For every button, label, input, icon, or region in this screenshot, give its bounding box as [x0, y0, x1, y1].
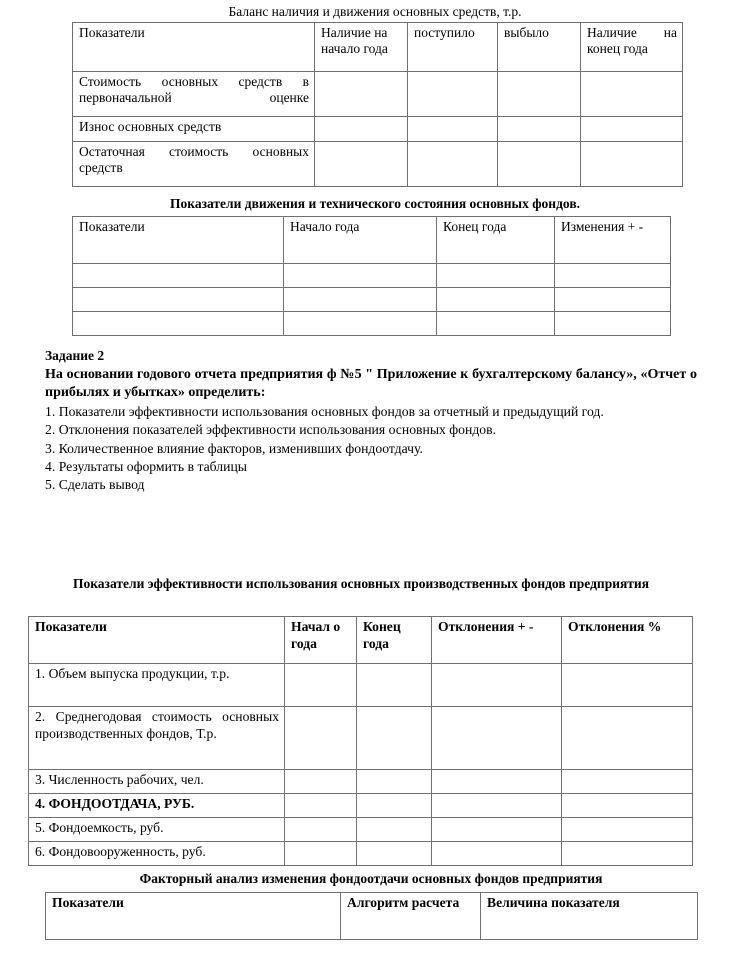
- row-label[interactable]: [73, 312, 284, 336]
- row-label-capital-productivity: 4. ФОНДООТДАЧА, РУБ.: [29, 794, 285, 818]
- cell-value[interactable]: [562, 770, 693, 794]
- task-item: 1. Показатели эффективности использования основных фондов за отчетный и предыдущий год.: [45, 404, 604, 420]
- table-3-title: [28, 576, 694, 592]
- cell-value[interactable]: [357, 664, 432, 707]
- table-row: [29, 842, 693, 866]
- task-item: 5. Сделать вывод: [45, 477, 145, 493]
- cell-value[interactable]: [581, 142, 683, 187]
- table-row: [29, 707, 693, 770]
- cell-value[interactable]: [432, 770, 562, 794]
- table-4-title-text: Факторный анализ изменения фондоотдачи основных фондов предприятия: [139, 871, 603, 886]
- header-cell-deviation-percent: Отклонения %: [562, 617, 693, 664]
- task-item: 2. Отклонения показателей эффективности использования основных фондов.: [45, 422, 497, 438]
- cell-value[interactable]: [357, 818, 432, 842]
- header-cell-end-of-year: Конец года: [437, 217, 555, 264]
- cell-value[interactable]: [555, 288, 671, 312]
- cell-value[interactable]: [285, 818, 357, 842]
- task-item: 3. Количественное влияние факторов, изменивших фондоотдачу.: [45, 440, 423, 456]
- table-row: [73, 264, 671, 288]
- table-header-row: [73, 217, 671, 264]
- cell-value[interactable]: [581, 117, 683, 142]
- movement-and-technical-condition-table: [72, 216, 671, 336]
- cell-value[interactable]: [432, 794, 562, 818]
- cell-value[interactable]: [432, 707, 562, 770]
- task-item-list: [45, 403, 697, 495]
- table-row: [29, 664, 693, 707]
- cell-value[interactable]: [498, 117, 581, 142]
- table-1-container: [72, 22, 683, 187]
- table-2-title: [0, 196, 750, 212]
- row-label-worker-count: 3. Численность рабочих, чел.: [29, 770, 285, 794]
- row-label-initial-cost: Стоимость основных средств в первоначальной оценке: [73, 72, 315, 117]
- cell-value[interactable]: [285, 842, 357, 866]
- table-2-container: [72, 216, 671, 336]
- header-cell-indicators: Показатели: [73, 217, 284, 264]
- cell-value[interactable]: [408, 72, 498, 117]
- balance-of-fixed-assets-table: [72, 22, 683, 187]
- cell-value[interactable]: [357, 770, 432, 794]
- cell-value[interactable]: [432, 664, 562, 707]
- cell-value[interactable]: [555, 312, 671, 336]
- table-3-title-text: Показатели эффективности использования основных производственных фондов предприятия: [72, 576, 650, 591]
- cell-value[interactable]: [284, 312, 437, 336]
- cell-value[interactable]: [437, 288, 555, 312]
- cell-value[interactable]: [432, 818, 562, 842]
- cell-value[interactable]: [285, 770, 357, 794]
- row-label-output-volume: 1. Объем выпуска продукции, т.р.: [29, 664, 285, 707]
- cell-value[interactable]: [432, 842, 562, 866]
- table-1-title: [0, 4, 750, 20]
- row-label-depreciation: Износ основных средств: [73, 117, 315, 142]
- cell-value[interactable]: [408, 142, 498, 187]
- table-header-row: [29, 617, 693, 664]
- table-row: [73, 312, 671, 336]
- cell-value[interactable]: [315, 142, 408, 187]
- table-row: [29, 770, 693, 794]
- cell-value[interactable]: [357, 707, 432, 770]
- cell-value[interactable]: [437, 264, 555, 288]
- header-cell-start-of-year: Наличие на начало года: [315, 23, 408, 72]
- cell-value[interactable]: [562, 707, 693, 770]
- cell-value[interactable]: [408, 117, 498, 142]
- cell-value[interactable]: [437, 312, 555, 336]
- header-cell-start-of-year: Начало года: [284, 217, 437, 264]
- cell-value[interactable]: [357, 842, 432, 866]
- cell-value[interactable]: [562, 842, 693, 866]
- table-2-title-text: Показатели движения и технического состояния основных фондов.: [170, 196, 580, 211]
- header-cell-changes: Изменения + -: [555, 217, 671, 264]
- cell-value[interactable]: [498, 142, 581, 187]
- row-label-capital-labor-ratio: 6. Фондовооруженность, руб.: [29, 842, 285, 866]
- table-4-container: [45, 892, 698, 940]
- factor-analysis-table: [45, 892, 698, 940]
- table-3-container: [28, 616, 693, 866]
- cell-value[interactable]: [284, 264, 437, 288]
- table-row: [73, 288, 671, 312]
- header-cell-indicators: Показатели: [29, 617, 285, 664]
- task-item: 4. Результаты оформить в таблицы: [45, 459, 247, 475]
- cell-value[interactable]: [562, 794, 693, 818]
- cell-value[interactable]: [285, 707, 357, 770]
- cell-value[interactable]: [555, 264, 671, 288]
- row-label[interactable]: [73, 264, 284, 288]
- header-cell-received: поступило: [408, 23, 498, 72]
- cell-value[interactable]: [562, 664, 693, 707]
- table-header-row: [73, 23, 683, 72]
- row-label-residual-value: Остаточная стоимость основных средств: [73, 142, 315, 187]
- header-cell-deviation-absolute: Отклонения + -: [432, 617, 562, 664]
- table-header-row: [46, 893, 698, 940]
- fixed-assets-efficiency-table: [28, 616, 693, 866]
- row-label-capital-intensity: 5. Фондоемкость, руб.: [29, 818, 285, 842]
- table-1-title-text: Баланс наличия и движения основных средств, т.р.: [228, 4, 522, 19]
- cell-value[interactable]: [581, 72, 683, 117]
- cell-value[interactable]: [315, 72, 408, 117]
- cell-value[interactable]: [284, 288, 437, 312]
- header-cell-indicators: Показатели: [73, 23, 315, 72]
- cell-value[interactable]: [562, 818, 693, 842]
- task-block: [45, 347, 697, 495]
- table-row: [29, 794, 693, 818]
- header-cell-disposed: выбыло: [498, 23, 581, 72]
- row-label[interactable]: [73, 288, 284, 312]
- header-cell-end-of-year: Конец года: [357, 617, 432, 664]
- cell-value[interactable]: [285, 664, 357, 707]
- cell-value[interactable]: [315, 117, 408, 142]
- table-row: [73, 117, 683, 142]
- header-cell-start-of-year: Начал о года: [285, 617, 357, 664]
- header-cell-indicator-value: Величина показателя: [481, 893, 698, 940]
- row-label-average-annual-cost: 2. Среднегодовая стоимость основных производственных фондов, Т.р.: [29, 707, 285, 770]
- task-heading: Задание 2: [45, 348, 105, 363]
- cell-value[interactable]: [285, 794, 357, 818]
- table-row: [73, 72, 683, 117]
- header-cell-calculation-algorithm: Алгоритм расчета: [341, 893, 481, 940]
- cell-value[interactable]: [357, 794, 432, 818]
- cell-value[interactable]: [498, 72, 581, 117]
- table-4-title: [45, 871, 697, 887]
- task-lead-text: На основании годового отчета предприятия ф №5 " Приложение к бухгалтерскому балансу», «Отчет о прибылях и убытках» определить:: [45, 366, 697, 401]
- table-row: [29, 818, 693, 842]
- header-cell-indicators: Показатели: [46, 893, 341, 940]
- header-cell-end-of-year: Наличие на конец года: [581, 23, 683, 72]
- table-row: [73, 142, 683, 187]
